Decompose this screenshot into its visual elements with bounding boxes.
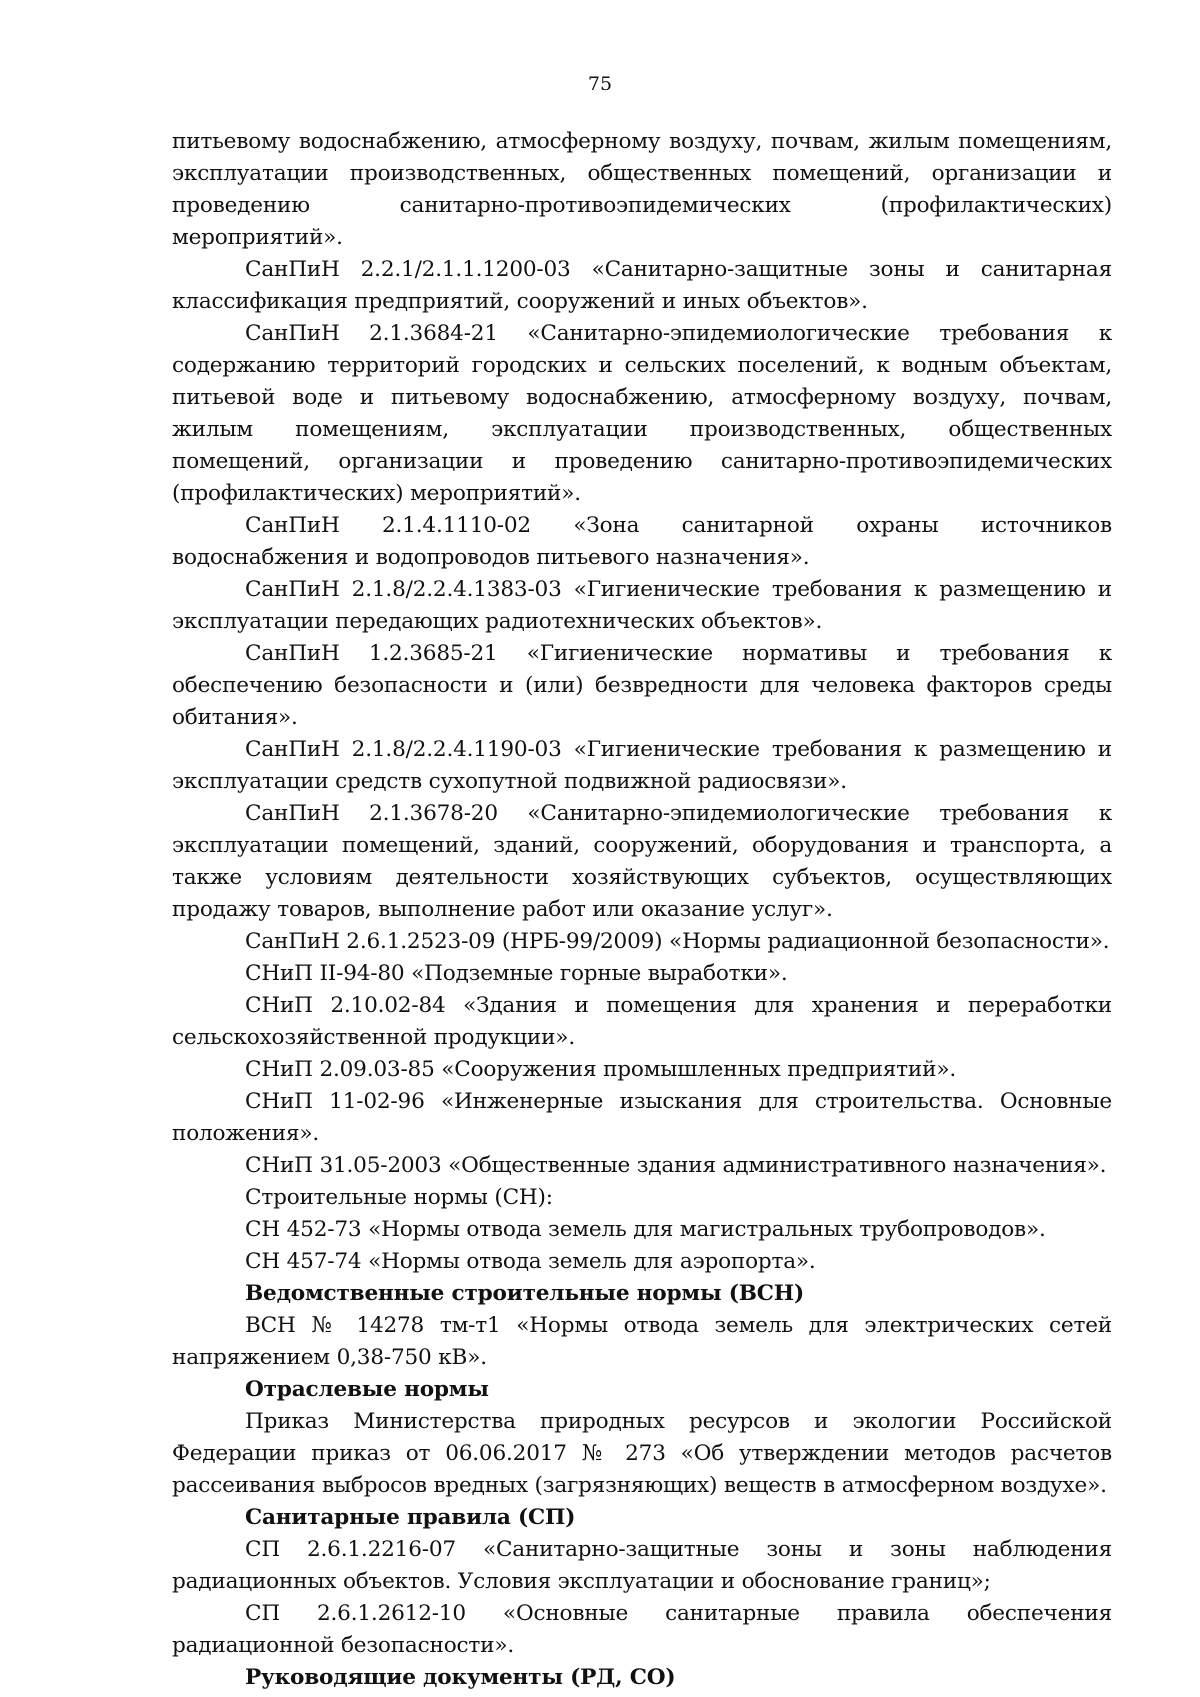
- paragraph: СанПиН 2.1.3678-20 «Санитарно-эпидемиологические требования к эксплуатации помещений, зданий, сооружений, оборудования и транспорта, а также условиям деятельности хозяйствующих субъектов, осуществляющих продажу товаров, выполнение работ или оказание услуг».: [172, 801, 1112, 922]
- section-heading: Ведомственные строительные нормы (ВСН): [245, 1281, 804, 1306]
- paragraph: СНиП 2.09.03-85 «Сооружения промышленных предприятий».: [245, 1057, 956, 1082]
- paragraph: СП 2.6.1.2216-07 «Санитарно-защитные зоны и зоны наблюдения радиационных объектов. Условия эксплуатации и обоснование границ»;: [172, 1537, 1112, 1594]
- paragraph: СНиП 31.05-2003 «Общественные здания административного назначения».: [245, 1153, 1107, 1178]
- paragraph: СанПиН 2.6.1.2523-09 (НРБ-99/2009) «Нормы радиационной безопасности».: [245, 929, 1110, 954]
- paragraph: СанПиН 2.1.4.1110-02 «Зона санитарной охраны источников водоснабжения и водопроводов питьевого назначения».: [172, 513, 1112, 570]
- section-heading: Руководящие документы (РД, СО): [245, 1665, 676, 1690]
- paragraph: СНиП II-94-80 «Подземные горные выработки».: [245, 961, 788, 986]
- paragraph: Приказ Министерства природных ресурсов и экологии Российской Федерации приказ от 06.06.2017 № 273 «Об утверждении методов расчетов рассеивания выбросов вредных (загрязняющих) веществ в атмосферном воздухе».: [172, 1409, 1112, 1498]
- section-heading: Отраслевые нормы: [245, 1377, 489, 1402]
- paragraph: СанПиН 2.1.3684-21 «Санитарно-эпидемиологические требования к содержанию территорий городских и сельских поселений, к водным объектам, питьевой воде и питьевому водоснабжению, атмосферному воздуху, почвам, жилым помещениям, эксплуатации производственных, общественных помещений, организации и проведению санитарно-противоэпидемических (профилактических) мероприятий».: [172, 321, 1112, 506]
- paragraph: СНиП 11-02-96 «Инженерные изыскания для строительства. Основные положения».: [172, 1089, 1112, 1146]
- paragraph: СН 452-73 «Нормы отвода земель для магистральных трубопроводов».: [245, 1217, 1046, 1242]
- paragraph: ВСН № 14278 тм-т1 «Нормы отвода земель для электрических сетей напряжением 0,38-750 кВ».: [172, 1313, 1112, 1370]
- paragraph: СНиП 2.10.02-84 «Здания и помещения для хранения и переработки сельскохозяйственной продукции».: [172, 993, 1112, 1050]
- paragraph: СанПиН 2.1.8/2.2.4.1383-03 «Гигиенические требования к размещению и эксплуатации передающих радиотехнических объектов».: [172, 577, 1112, 634]
- paragraph: СанПиН 2.1.8/2.2.4.1190-03 «Гигиенические требования к размещению и эксплуатации средств сухопутной подвижной радиосвязи».: [172, 737, 1112, 794]
- paragraph: питьевому водоснабжению, атмосферному воздуху, почвам, жилым помещениям, эксплуатации производственных, общественных помещений, организации и проведению санитарно-противоэпидемических (профилактических) мероприятий».: [172, 129, 1112, 250]
- section-heading: Санитарные правила (СП): [245, 1505, 576, 1530]
- paragraph: СанПиН 1.2.3685-21 «Гигиенические нормативы и требования к обеспечению безопасности и (или) безвредности для человека факторов среды обитания».: [172, 641, 1112, 730]
- paragraph: Строительные нормы (СН):: [245, 1185, 553, 1210]
- paragraph: СН 457-74 «Нормы отвода земель для аэропорта».: [245, 1249, 816, 1274]
- page-number: 75: [587, 73, 613, 95]
- paragraph: СанПиН 2.2.1/2.1.1.1200-03 «Санитарно-защитные зоны и санитарная классификация предприятий, сооружений и иных объектов».: [172, 257, 1112, 314]
- paragraph: СП 2.6.1.2612-10 «Основные санитарные правила обеспечения радиационной безопасности».: [172, 1601, 1112, 1658]
- document-body: [172, 126, 1112, 1694]
